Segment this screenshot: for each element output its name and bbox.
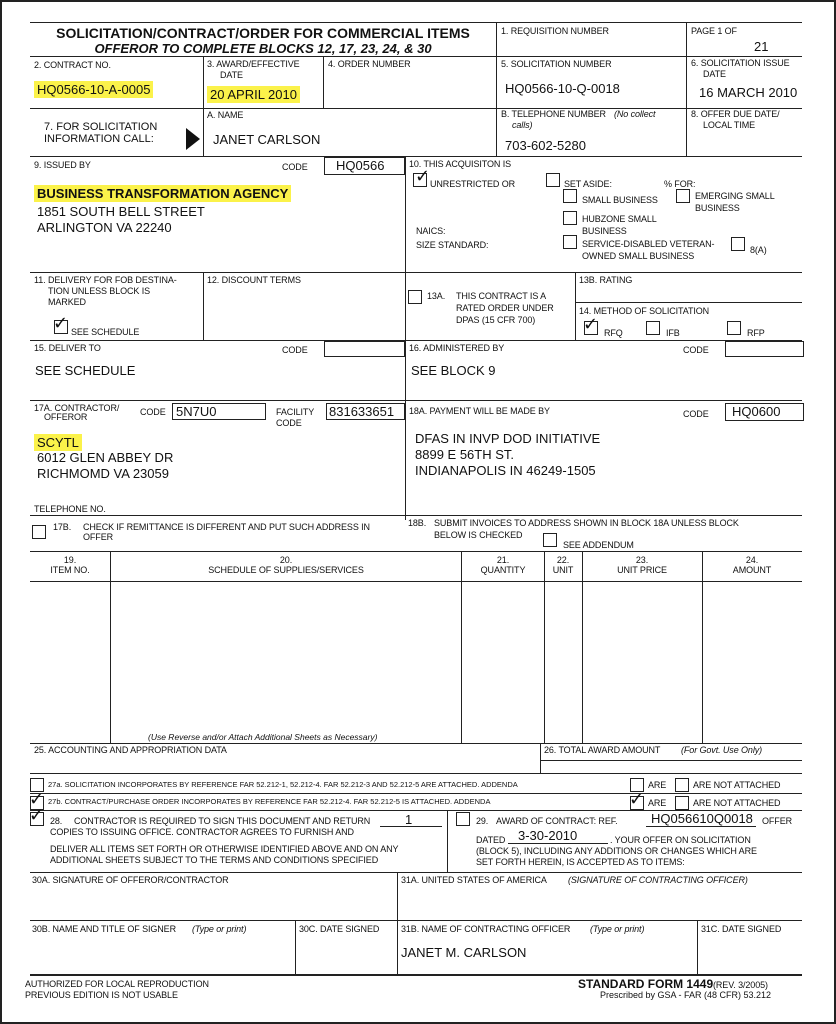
footer-form-number: STANDARD FORM 1449 [578,977,714,991]
rule [697,920,698,974]
deliver-code-label: CODE [282,345,308,355]
solicitation-number-label: 5. SOLICITATION NUMBER [501,59,612,69]
award-contract-label: AWARD OF CONTRACT: REF. [496,816,618,826]
size-standard-label: SIZE STANDARD: [416,240,489,250]
telephone-note-2: calls) [512,120,533,130]
sdvosb-checkbox[interactable] [563,235,577,249]
check-icon: ✓ [29,805,45,826]
rule [461,551,462,743]
naics-label: NAICS: [416,226,446,236]
rule [30,272,802,273]
admin-code-box [725,341,804,357]
rule [30,551,802,552]
submit-invoices-label: SUBMIT INVOICES TO ADDRESS SHOWN IN BLOCK 18A UNLESS BLOCK [434,518,739,528]
deliver-to-value: SEE SCHEDULE [35,363,136,378]
date-signed-30c-label: 30C. DATE SIGNED [299,924,380,934]
copies-value: 1 [405,812,413,827]
block5-label: (BLOCK 5), INCLUDING ANY ADDITIONS OR CHANGES WHICH ARE [476,846,757,856]
col-quantity-num: 21. [496,555,510,565]
rule [544,551,545,743]
signature-offeror-label: 30A. SIGNATURE OF OFFEROR/CONTRACTOR [32,875,229,885]
check-icon: ✓ [53,313,69,334]
check-icon: ✓ [583,314,599,335]
clause-27b-not-checkbox[interactable] [675,796,689,810]
emerging-label-2: BUSINESS [695,203,740,213]
admin-code-label: CODE [683,345,709,355]
rule [397,872,398,974]
rfp-label: RFP [747,328,765,338]
submit-invoices-num: 18B. [408,518,427,528]
acquisition-label: 10. THIS ACQUISITON IS [409,159,511,169]
requisition-label: 1. REQUISITION NUMBER [501,26,609,36]
award-date-label: 3. AWARD/EFFECTIVE [207,59,300,69]
total-award-label: 26. TOTAL AWARD AMOUNT [544,745,661,755]
total-award-note: (For Govt. Use Only) [681,745,763,755]
issued-address-2: ARLINGTON VA 22240 [37,220,172,235]
rule [582,551,583,743]
clause-27b-text: 27b. CONTRACT/PURCHASE ORDER INCORPORATES BY REFERENCE FAR 52.212-4. FAR 52.212-5 IS ATTACHED. ADDENDA [48,797,491,806]
order-number-label: 4. ORDER NUMBER [328,59,411,69]
small-business-checkbox[interactable] [563,189,577,203]
remittance-checkbox[interactable] [32,525,46,539]
telephone-value: 703-602-5280 [505,138,586,153]
footer-authorized: AUTHORIZED FOR LOCAL REPRODUCTION [25,979,209,989]
contractor-name: SCYTL [34,434,82,451]
set-aside-label: SET ASIDE: [564,179,612,189]
remittance-label-2: OFFER [83,532,113,542]
clause-27a-not-checkbox[interactable] [675,778,689,792]
administered-label: 16. ADMINISTERED BY [409,343,505,353]
col-schedule-num: 20. [279,555,293,565]
facility-label-2: CODE [276,418,302,428]
remittance-label: CHECK IF REMITTANCE IS DIFFERENT AND PUT SUCH ADDRESS IN [83,522,370,532]
telephone-note: (No collect [614,109,656,119]
rule [30,156,802,157]
rule [203,272,204,340]
dated-label: DATED [476,835,506,845]
rule [30,581,802,582]
award-contract-num: 29. [476,816,489,826]
emerging-checkbox[interactable] [676,189,690,203]
rated-order-label-2: RATED ORDER UNDER [456,303,554,313]
ifb-label: IFB [666,328,680,338]
col-unit-num: 22. [556,555,570,565]
clause-27a-are: ARE [648,780,667,790]
rule [30,108,802,109]
rating-label: 13B. RATING [579,275,633,285]
contracting-officer-value: JANET M. CARLSON [401,945,527,960]
discount-terms-label: 12. DISCOUNT TERMS [207,275,301,285]
contractor-sign-num: 28. [50,816,63,826]
facility-label: FACILITY [276,407,315,417]
payment-line-3: INDIANAPOLIS IN 46249-1505 [415,463,596,478]
rule [295,920,296,974]
rated-order-label-3: DPAS (15 CFR 700) [456,315,536,325]
col-unit-price-num: 23. [635,555,649,565]
solicitation-number-value: HQ0566-10-Q-0018 [505,81,620,96]
sdvosb-label-2: OWNED SMALL BUSINESS [582,251,695,261]
telephone-label: B. TELEPHONE NUMBER [501,109,606,119]
contractor-code-label: CODE [140,407,166,417]
info-call-label: 7. FOR SOLICITATION [44,121,158,133]
contractor-address-1: 6012 GLEN ABBEY DR [37,450,174,465]
issue-date-label-2: DATE [703,69,726,79]
check-icon: ✓ [629,789,645,810]
rule [447,810,448,872]
deliver-code-box [324,341,405,357]
rule [110,551,111,743]
rfq-label: RFQ [604,328,623,338]
col-item-num: 19. [63,555,77,565]
rule [30,974,802,976]
rule [496,22,497,156]
contract-no-label: 2. CONTRACT NO. [34,60,111,70]
ifb-checkbox[interactable] [646,321,660,335]
rule [30,872,802,873]
small-business-label: SMALL BUSINESS [582,195,658,205]
issued-code-label: CODE [282,162,308,172]
payment-code-value: HQ0600 [732,404,781,419]
award-date-label-2: DATE [220,70,243,80]
contractor-address-2: RICHMOMD VA 23059 [37,466,169,481]
award-date-value: 20 APRIL 2010 [207,86,300,103]
rule [702,551,703,743]
contractor-sign-line-3: DELIVER ALL ITEMS SET FORTH OR OTHERWISE IDENTIFIED ABOVE AND ON ANY [50,844,399,854]
telephone-no-label: TELEPHONE NO. [34,504,106,514]
signature-usa-note: (SIGNATURE OF CONTRACTING OFFICER) [568,875,748,885]
rule [30,340,802,341]
rated-order-checkbox[interactable] [408,290,422,304]
facility-code-value: 831633651 [329,404,395,419]
rated-order-num: 13A. [427,291,446,301]
offer-label: OFFER [762,816,792,826]
rule [508,843,608,844]
rule [30,400,802,401]
payment-line-2: 8899 E 56TH ST. [415,447,514,462]
table-note: (Use Reverse and/or Attach Additional Sheets as Necessary) [148,732,378,742]
signature-usa-label: 31A. UNITED STATES OF AMERICA [401,875,547,885]
col-unit-price-label: UNIT PRICE [617,565,667,575]
issue-date-label: 6. SOLICITATION ISSUE [691,58,790,68]
accounting-label: 25. ACCOUNTING AND APPROPRIATION DATA [34,745,227,755]
administered-value: SEE BLOCK 9 [411,363,496,378]
payment-label: 18A. PAYMENT WILL BE MADE BY [409,406,550,416]
col-amount-num: 24. [745,555,759,565]
see-schedule-label: SEE SCHEDULE [71,327,140,337]
dated-value: 3-30-2010 [518,828,578,843]
rule [575,272,576,340]
hubzone-label: HUBZONE SMALL [582,214,657,224]
sdvosb-label: SERVICE-DISABLED VETERAN- [582,239,715,249]
page-label: PAGE 1 OF [691,26,737,36]
hubzone-label-2: BUSINESS [582,226,627,236]
offer-due-label: 8. OFFER DUE DATE/ [691,109,780,119]
form-subtitle: OFFEROR TO COMPLETE BLOCKS 12, 17, 23, 24, & 30 [94,41,432,56]
date-signed-31c-label: 31C. DATE SIGNED [701,924,782,934]
clause-27a-text: 27a. SOLICITATION INCORPORATES BY REFERENCE FAR 52.212-1, 52.212-4. FAR 52.212-3 AND 52.212-5 ARE ATTACHED. ADDENDA [48,780,518,789]
issued-by-label: 9. ISSUED BY [34,160,91,170]
issued-code-value: HQ0566 [336,158,385,173]
contractor-label-2: OFFEROR [44,412,88,422]
footer-revision: (REV. 3/2005) [713,980,768,990]
unrestricted-label: UNRESTRICTED OR [430,179,516,189]
issued-agency: BUSINESS TRANSFORMATION AGENCY [34,185,291,202]
rule [30,515,802,516]
issued-address-1: 1851 SOUTH BELL STREET [37,204,205,219]
payment-line-1: DFAS IN INVP DOD INITIATIVE [415,431,601,446]
rule [380,826,442,827]
eight-a-label: 8(A) [750,245,767,255]
emerging-label: EMERGING SMALL [695,191,775,201]
contract-no-value: HQ0566-10-A-0005 [34,81,153,98]
method-label: 14. METHOD OF SOLICITATION [579,306,710,316]
rule [203,108,204,156]
clause-27b-not: ARE NOT ATTACHED [693,798,781,808]
award-contract-checkbox[interactable] [456,812,470,826]
hubzone-checkbox[interactable] [563,211,577,225]
col-quantity-label: QUANTITY [480,565,526,575]
rule [30,920,802,921]
rule [30,773,802,774]
delivery-label-2: TION UNLESS BLOCK IS [48,286,151,296]
check-icon: ✓ [29,789,45,810]
deliver-to-label: 15. DELIVER TO [34,343,101,353]
col-schedule-label: SCHEDULE OF SUPPLIES/SERVICES [208,565,364,575]
name-value: JANET CARLSON [213,132,321,147]
rule [575,302,802,303]
contractor-sign-line-2: COPIES TO ISSUING OFFICE. CONTRACTOR AGREES TO FURNISH AND [50,827,354,837]
rule [540,760,802,761]
contractor-sign-line-1: CONTRACTOR IS REQUIRED TO SIGN THIS DOCUMENT AND RETURN [74,816,371,826]
delivery-label: 11. DELIVERY FOR FOB DESTINA- [34,275,177,285]
delivery-label-3: MARKED [48,297,86,307]
contractor-label: 17A. CONTRACTOR/ [34,403,120,413]
name-label: A. NAME [207,110,244,120]
clause-27a-not: ARE NOT ATTACHED [693,780,781,790]
rule [686,22,687,156]
rule [203,56,204,108]
submit-invoices-label-2: BELOW IS CHECKED [434,530,523,540]
signer-name-note: (Type or print) [192,924,247,934]
page-total: 21 [754,39,769,54]
col-item-label: ITEM NO. [50,565,90,575]
contracting-officer-label: 31B. NAME OF CONTRACTING OFFICER [401,924,571,934]
info-call-label-2: INFORMATION CALL: [44,133,154,145]
signer-name-label: 30B. NAME AND TITLE OF SIGNER [32,924,176,934]
col-unit-label: UNIT [552,565,574,575]
offer-due-label-2: LOCAL TIME [703,120,756,130]
addendum-checkbox[interactable] [543,533,557,547]
footer-prescribed: Prescribed by GSA - FAR (48 CFR) 53.212 [600,990,772,1000]
check-icon: ✓ [415,166,431,187]
arrow-icon [186,128,200,150]
rfp-checkbox[interactable] [727,321,741,335]
rule [30,793,802,794]
rule [405,156,406,520]
remittance-num: 17B. [53,522,72,532]
clause-27b-are: ARE [648,798,667,808]
contractor-sign-line-4: ADDITIONAL SHEETS SUBJECT TO THE TERMS AND CONDITIONS SPECIFIED [50,855,379,865]
addendum-label: SEE ADDENDUM [563,540,634,550]
rule [540,743,541,773]
eight-a-checkbox[interactable] [731,237,745,251]
set-forth-label: SET FORTH HEREIN, IS ACCEPTED AS TO ITEMS: [476,857,685,867]
payment-code-label: CODE [683,409,709,419]
contractor-code-value: 5N7U0 [176,404,217,419]
percent-for-label: % FOR: [664,179,696,189]
issue-date-value: 16 MARCH 2010 [699,85,798,100]
rated-order-label: THIS CONTRACT IS A [456,291,547,301]
contracting-officer-note: (Type or print) [590,924,645,934]
rule [323,56,324,108]
set-aside-checkbox[interactable] [546,173,560,187]
footer-previous-edition: PREVIOUS EDITION IS NOT USABLE [25,990,178,1000]
award-contract-ref: HQ056610Q0018 [651,811,753,826]
your-offer-label: . YOUR OFFER ON SOLICITATION [610,835,751,845]
form-title: SOLICITATION/CONTRACT/ORDER FOR COMMERCIAL ITEMS [56,25,470,41]
col-amount-label: AMOUNT [732,565,772,575]
rule [30,743,802,744]
rule [646,826,756,827]
